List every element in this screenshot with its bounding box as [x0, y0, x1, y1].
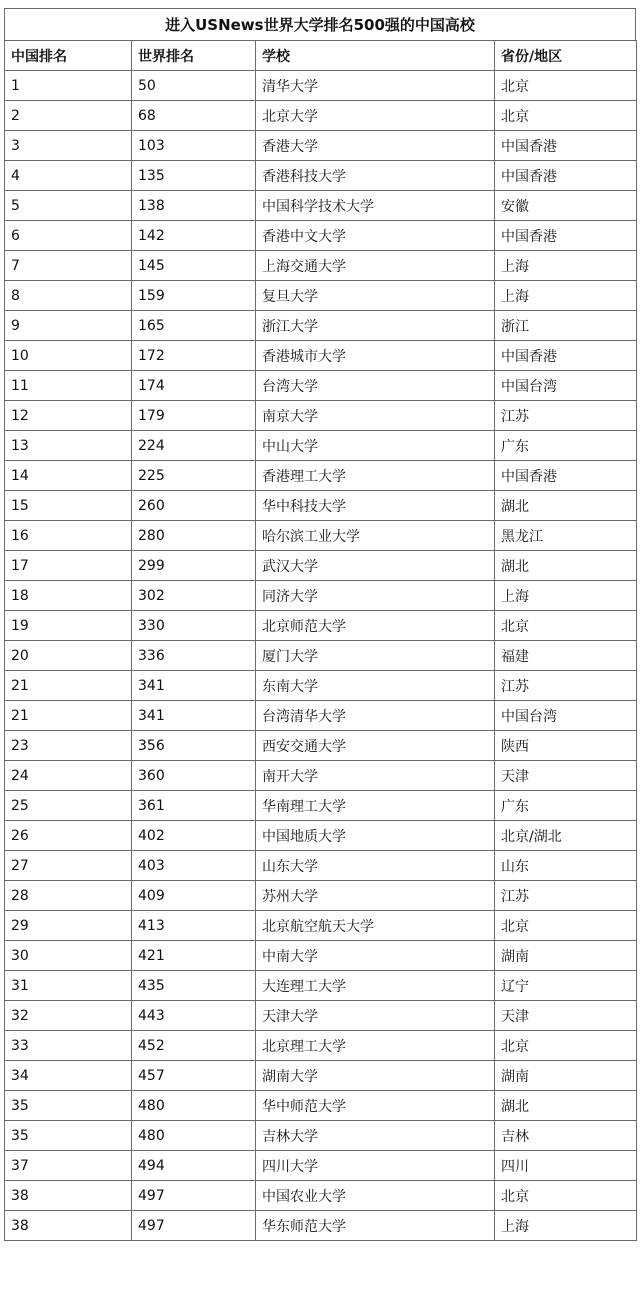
world-rank-cell: 50 — [132, 71, 256, 101]
school-cell: 北京师范大学 — [256, 611, 495, 641]
school-cell: 香港城市大学 — [256, 341, 495, 371]
china-rank-cell: 2 — [5, 101, 132, 131]
china-rank-cell: 21 — [5, 671, 132, 701]
china-rank-cell: 12 — [5, 401, 132, 431]
school-cell: 香港中文大学 — [256, 221, 495, 251]
school-cell: 南京大学 — [256, 401, 495, 431]
china-rank-cell: 20 — [5, 641, 132, 671]
school-cell: 东南大学 — [256, 671, 495, 701]
china-rank-cell: 34 — [5, 1061, 132, 1091]
china-rank-cell: 3 — [5, 131, 132, 161]
region-cell: 江苏 — [495, 671, 637, 701]
world-rank-cell: 280 — [132, 521, 256, 551]
school-cell: 天津大学 — [256, 1001, 495, 1031]
world-rank-cell: 403 — [132, 851, 256, 881]
china-rank-cell: 35 — [5, 1091, 132, 1121]
world-rank-cell: 138 — [132, 191, 256, 221]
table-row — [5, 1061, 637, 1091]
school-cell: 大连理工大学 — [256, 971, 495, 1001]
china-rank-cell: 4 — [5, 161, 132, 191]
china-rank-cell: 29 — [5, 911, 132, 941]
school-cell: 苏州大学 — [256, 881, 495, 911]
china-rank-cell: 27 — [5, 851, 132, 881]
table-row — [5, 431, 637, 461]
school-cell: 吉林大学 — [256, 1121, 495, 1151]
school-cell: 台湾大学 — [256, 371, 495, 401]
world-rank-cell: 260 — [132, 491, 256, 521]
china-rank-cell: 28 — [5, 881, 132, 911]
header-school: 学校 — [256, 41, 495, 71]
region-cell: 安徽 — [495, 191, 637, 221]
ranking-table — [4, 40, 637, 1241]
region-cell: 北京 — [495, 1031, 637, 1061]
region-cell: 中国香港 — [495, 341, 637, 371]
china-rank-cell: 10 — [5, 341, 132, 371]
school-cell: 香港大学 — [256, 131, 495, 161]
ranking-sheet — [4, 8, 636, 1241]
school-cell: 香港科技大学 — [256, 161, 495, 191]
world-rank-cell: 302 — [132, 581, 256, 611]
table-row — [5, 701, 637, 731]
school-cell: 北京航空航天大学 — [256, 911, 495, 941]
world-rank-cell: 135 — [132, 161, 256, 191]
world-rank-cell: 360 — [132, 761, 256, 791]
china-rank-cell: 14 — [5, 461, 132, 491]
school-cell: 华中师范大学 — [256, 1091, 495, 1121]
table-row — [5, 1091, 637, 1121]
world-rank-cell: 480 — [132, 1091, 256, 1121]
world-rank-cell: 480 — [132, 1121, 256, 1151]
china-rank-cell: 38 — [5, 1181, 132, 1211]
table-row — [5, 221, 637, 251]
world-rank-cell: 402 — [132, 821, 256, 851]
region-cell: 北京 — [495, 611, 637, 641]
china-rank-cell: 11 — [5, 371, 132, 401]
region-cell: 吉林 — [495, 1121, 637, 1151]
region-cell: 上海 — [495, 1211, 637, 1241]
table-row — [5, 941, 637, 971]
world-rank-cell: 174 — [132, 371, 256, 401]
region-cell: 北京 — [495, 71, 637, 101]
table-row — [5, 791, 637, 821]
china-rank-cell: 33 — [5, 1031, 132, 1061]
school-cell: 西安交通大学 — [256, 731, 495, 761]
table-row — [5, 881, 637, 911]
region-cell: 中国台湾 — [495, 371, 637, 401]
school-cell: 中南大学 — [256, 941, 495, 971]
table-row — [5, 521, 637, 551]
table-row — [5, 311, 637, 341]
china-rank-cell: 13 — [5, 431, 132, 461]
world-rank-cell: 224 — [132, 431, 256, 461]
china-rank-cell: 31 — [5, 971, 132, 1001]
china-rank-cell: 30 — [5, 941, 132, 971]
world-rank-cell: 172 — [132, 341, 256, 371]
header-world-rank: 世界排名 — [132, 41, 256, 71]
region-cell: 北京 — [495, 911, 637, 941]
table-row — [5, 461, 637, 491]
china-rank-cell: 9 — [5, 311, 132, 341]
china-rank-cell: 21 — [5, 701, 132, 731]
table-row — [5, 161, 637, 191]
header-region: 省份/地区 — [495, 41, 637, 71]
table-row — [5, 371, 637, 401]
table-row — [5, 281, 637, 311]
world-rank-cell: 179 — [132, 401, 256, 431]
table-row — [5, 341, 637, 371]
school-cell: 华中科技大学 — [256, 491, 495, 521]
school-cell: 香港理工大学 — [256, 461, 495, 491]
school-cell: 中国科学技术大学 — [256, 191, 495, 221]
world-rank-cell: 225 — [132, 461, 256, 491]
school-cell: 北京理工大学 — [256, 1031, 495, 1061]
school-cell: 中国地质大学 — [256, 821, 495, 851]
china-rank-cell: 37 — [5, 1151, 132, 1181]
world-rank-cell: 159 — [132, 281, 256, 311]
table-row — [5, 1001, 637, 1031]
table-row — [5, 1151, 637, 1181]
world-rank-cell: 103 — [132, 131, 256, 161]
china-rank-cell: 17 — [5, 551, 132, 581]
world-rank-cell: 413 — [132, 911, 256, 941]
school-cell: 浙江大学 — [256, 311, 495, 341]
china-rank-cell: 32 — [5, 1001, 132, 1031]
table-row — [5, 971, 637, 1001]
world-rank-cell: 142 — [132, 221, 256, 251]
school-cell: 华南理工大学 — [256, 791, 495, 821]
region-cell: 北京/湖北 — [495, 821, 637, 851]
world-rank-cell: 421 — [132, 941, 256, 971]
table-row — [5, 851, 637, 881]
table-row — [5, 761, 637, 791]
table-row — [5, 1121, 637, 1151]
school-cell: 山东大学 — [256, 851, 495, 881]
region-cell: 上海 — [495, 281, 637, 311]
region-cell: 中国香港 — [495, 221, 637, 251]
world-rank-cell: 165 — [132, 311, 256, 341]
region-cell: 湖南 — [495, 941, 637, 971]
region-cell: 江苏 — [495, 401, 637, 431]
region-cell: 四川 — [495, 1151, 637, 1181]
world-rank-cell: 435 — [132, 971, 256, 1001]
world-rank-cell: 341 — [132, 701, 256, 731]
table-row — [5, 1181, 637, 1211]
region-cell: 福建 — [495, 641, 637, 671]
china-rank-cell: 26 — [5, 821, 132, 851]
world-rank-cell: 494 — [132, 1151, 256, 1181]
region-cell: 江苏 — [495, 881, 637, 911]
region-cell: 湖北 — [495, 491, 637, 521]
school-cell: 中山大学 — [256, 431, 495, 461]
world-rank-cell: 68 — [132, 101, 256, 131]
region-cell: 上海 — [495, 251, 637, 281]
table-row — [5, 71, 637, 101]
table-row — [5, 1211, 637, 1241]
school-cell: 北京大学 — [256, 101, 495, 131]
world-rank-cell: 145 — [132, 251, 256, 281]
region-cell: 天津 — [495, 1001, 637, 1031]
school-cell: 同济大学 — [256, 581, 495, 611]
school-cell: 武汉大学 — [256, 551, 495, 581]
table-row — [5, 491, 637, 521]
header-china-rank: 中国排名 — [5, 41, 132, 71]
region-cell: 黑龙江 — [495, 521, 637, 551]
china-rank-cell: 23 — [5, 731, 132, 761]
china-rank-cell: 25 — [5, 791, 132, 821]
table-row — [5, 401, 637, 431]
school-cell: 上海交通大学 — [256, 251, 495, 281]
region-cell: 中国香港 — [495, 161, 637, 191]
china-rank-cell: 24 — [5, 761, 132, 791]
region-cell: 广东 — [495, 431, 637, 461]
school-cell: 南开大学 — [256, 761, 495, 791]
world-rank-cell: 341 — [132, 671, 256, 701]
region-cell: 辽宁 — [495, 971, 637, 1001]
world-rank-cell: 443 — [132, 1001, 256, 1031]
world-rank-cell: 457 — [132, 1061, 256, 1091]
china-rank-cell: 7 — [5, 251, 132, 281]
region-cell: 天津 — [495, 761, 637, 791]
school-cell: 台湾清华大学 — [256, 701, 495, 731]
world-rank-cell: 452 — [132, 1031, 256, 1061]
table-row — [5, 251, 637, 281]
table-row — [5, 551, 637, 581]
china-rank-cell: 19 — [5, 611, 132, 641]
table-title: 进入USNews世界大学排名500强的中国高校 — [4, 8, 636, 40]
region-cell: 中国香港 — [495, 131, 637, 161]
china-rank-cell: 18 — [5, 581, 132, 611]
school-cell: 哈尔滨工业大学 — [256, 521, 495, 551]
region-cell: 陕西 — [495, 731, 637, 761]
china-rank-cell: 38 — [5, 1211, 132, 1241]
table-row — [5, 581, 637, 611]
region-cell: 湖南 — [495, 1061, 637, 1091]
school-cell: 复旦大学 — [256, 281, 495, 311]
world-rank-cell: 361 — [132, 791, 256, 821]
china-rank-cell: 35 — [5, 1121, 132, 1151]
china-rank-cell: 5 — [5, 191, 132, 221]
world-rank-cell: 356 — [132, 731, 256, 761]
world-rank-cell: 299 — [132, 551, 256, 581]
region-cell: 湖北 — [495, 1091, 637, 1121]
region-cell: 中国台湾 — [495, 701, 637, 731]
table-row — [5, 101, 637, 131]
table-row — [5, 731, 637, 761]
school-cell: 中国农业大学 — [256, 1181, 495, 1211]
china-rank-cell: 16 — [5, 521, 132, 551]
school-cell: 清华大学 — [256, 71, 495, 101]
china-rank-cell: 1 — [5, 71, 132, 101]
table-row — [5, 611, 637, 641]
table-row — [5, 911, 637, 941]
region-cell: 山东 — [495, 851, 637, 881]
region-cell: 浙江 — [495, 311, 637, 341]
region-cell: 北京 — [495, 1181, 637, 1211]
table-row — [5, 641, 637, 671]
world-rank-cell: 409 — [132, 881, 256, 911]
region-cell: 北京 — [495, 101, 637, 131]
table-row — [5, 131, 637, 161]
region-cell: 湖北 — [495, 551, 637, 581]
world-rank-cell: 330 — [132, 611, 256, 641]
china-rank-cell: 8 — [5, 281, 132, 311]
school-cell: 厦门大学 — [256, 641, 495, 671]
region-cell: 中国香港 — [495, 461, 637, 491]
table-row — [5, 191, 637, 221]
china-rank-cell: 6 — [5, 221, 132, 251]
school-cell: 四川大学 — [256, 1151, 495, 1181]
school-cell: 湖南大学 — [256, 1061, 495, 1091]
world-rank-cell: 497 — [132, 1181, 256, 1211]
region-cell: 上海 — [495, 581, 637, 611]
region-cell: 广东 — [495, 791, 637, 821]
world-rank-cell: 336 — [132, 641, 256, 671]
world-rank-cell: 497 — [132, 1211, 256, 1241]
table-row — [5, 671, 637, 701]
table-row — [5, 1031, 637, 1061]
china-rank-cell: 15 — [5, 491, 132, 521]
table-row — [5, 821, 637, 851]
school-cell: 华东师范大学 — [256, 1211, 495, 1241]
header-row — [5, 41, 637, 71]
